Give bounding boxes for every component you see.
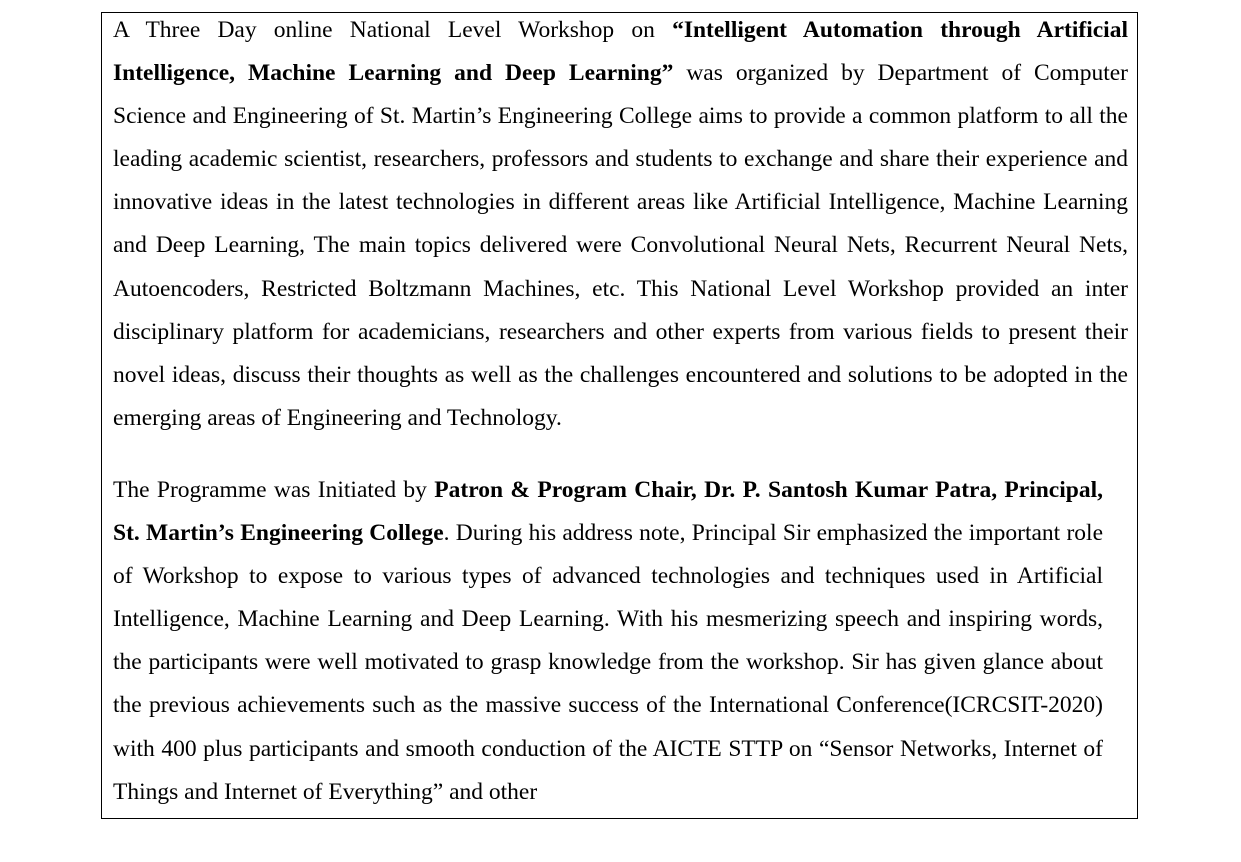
paragraph-2-body: . During his address note, Principal Sir emphasized the important role of Workshop to expose to various types of advanced technologies and techniques used in Artificial Intelligence, Machine Learning and Deep Learning. With his mesmerizing speech and inspiring words, the participants were well motivated to grasp knowledge from the workshop. Sir has given glance about the previous achievements such as the massive success of the International Conference(ICRCSIT-2020) with 400 plus participants and smooth conduction of the AICTE STTP on “Sensor Networks, Internet of Things and Internet of Everything” and other	[113, 520, 1103, 805]
paragraph-programme-initiation	[113, 469, 1103, 814]
paragraph-1-body: was organized by Department of Computer Science and Engineering of St. Martin’s Engineering College aims to provide a common platform to all the leading academic scientist, researchers, professors and students to exchange and share their experience and innovative ideas in the latest technologies in different areas like Artificial Intelligence, Machine Learning and Deep Learning, The main topics delivered were Convolutional Neural Nets, Recurrent Neural Nets, Autoencoders, Restricted Boltzmann Machines, etc. This National Level Workshop provided an inter disciplinary platform for academicians, researchers and other experts from various fields to present their novel ideas, discuss their thoughts as well as the challenges encountered and solutions to be adopted in the emerging areas of Engineering and Technology.	[113, 60, 1128, 431]
paragraph-1-intro: A Three Day online National Level Workshop on	[113, 17, 673, 43]
document-page	[101, 12, 1138, 819]
paragraph-workshop-overview	[113, 12, 1128, 440]
patron-name: Patron & Program Chair, Dr. P. Santosh Kumar Patra, Principal, St. Martin’s Engineering College	[113, 477, 1103, 547]
workshop-title: “Intelligent Automation through Artificial Intelligence, Machine Learning and Deep Learning”	[113, 17, 1128, 87]
paragraph-2-intro: The Programme was Initiated by	[113, 477, 435, 503]
